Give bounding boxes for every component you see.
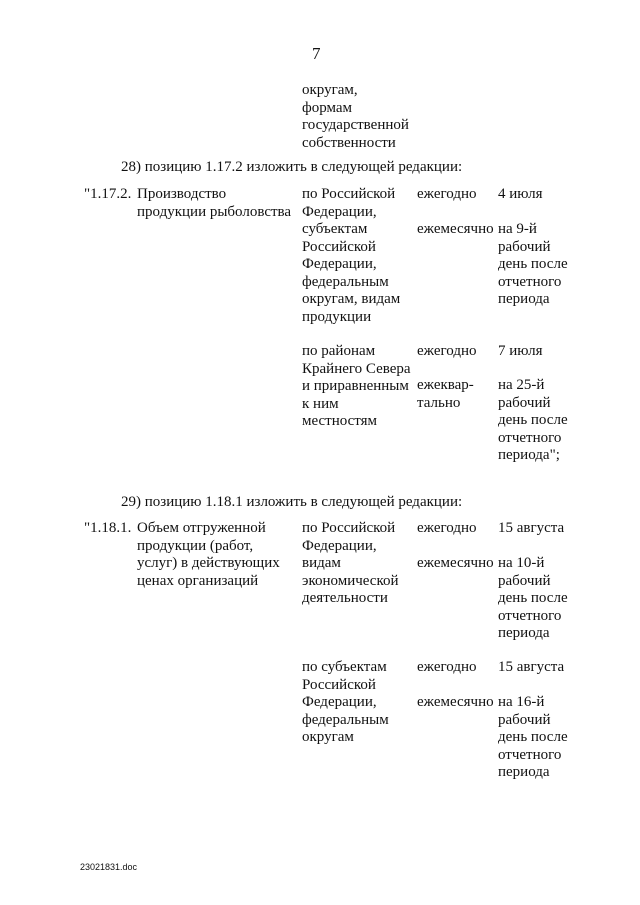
- frequency-cell: ежемесячно: [417, 221, 494, 237]
- instruction-28: 28) позицию 1.17.2 изложить в следующей редакции:: [121, 159, 463, 175]
- deadline-cell: на 10-й рабочий день после отчетного периода: [498, 555, 568, 641]
- frequency-cell: ежегодно: [417, 520, 477, 536]
- frequency-cell: ежегодно: [417, 343, 477, 359]
- continuation-cell: округам, формам государственной собственности: [302, 82, 409, 151]
- instruction-29: 29) позицию 1.18.1 изложить в следующей редакции:: [121, 494, 463, 510]
- indicator-name-1-17-2: Производство продукции рыболовства: [137, 186, 292, 220]
- deadline-cell: 15 августа: [498, 659, 565, 675]
- position-code-1-17-2: "1.17.2.: [84, 186, 132, 202]
- position-code-1-18-1: "1.18.1.: [84, 520, 132, 536]
- breakdown-cell: по Российской Федерации, видам экономической деятельности: [302, 520, 399, 606]
- deadline-cell: 4 июля: [498, 186, 543, 202]
- deadline-cell: 7 июля: [498, 343, 543, 359]
- frequency-cell: ежемесячно: [417, 694, 494, 710]
- breakdown-cell: по Российской Федерации, субъектам Российской Федерации, федеральным округам, видам продукции: [302, 186, 401, 325]
- deadline-cell: 15 августа: [498, 520, 565, 536]
- frequency-cell: ежемесячно: [417, 555, 494, 571]
- frequency-cell: ежеквар- тально: [417, 377, 474, 411]
- footer-filename: 23021831.doc: [80, 862, 138, 872]
- frequency-cell: ежегодно: [417, 659, 477, 675]
- deadline-cell: на 25-й рабочий день после отчетного периода";: [498, 377, 568, 463]
- deadline-cell: на 16-й рабочий день после отчетного периода: [498, 694, 568, 780]
- breakdown-cell: по субъектам Российской Федерации, федеральным округам: [302, 659, 389, 745]
- indicator-name-1-18-1: Объем отгруженной продукции (работ, услуг) в действующих ценах организаций: [137, 520, 280, 589]
- frequency-cell: ежегодно: [417, 186, 477, 202]
- deadline-cell: на 9-й рабочий день после отчетного периода: [498, 221, 568, 307]
- breakdown-cell: по районам Крайнего Севера и приравненным к ним местностям: [302, 343, 411, 429]
- page-number: 7: [312, 44, 321, 63]
